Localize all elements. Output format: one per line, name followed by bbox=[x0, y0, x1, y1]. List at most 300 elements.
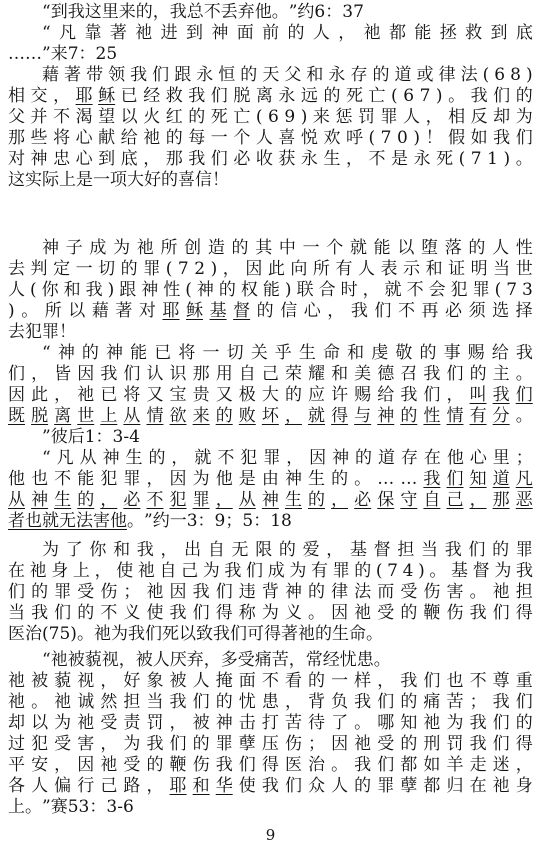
char: 心 bbox=[469, 448, 487, 468]
underlined-char: 神 bbox=[261, 490, 279, 510]
char: 为 bbox=[515, 107, 533, 127]
char: 5 bbox=[106, 44, 118, 64]
char: ， bbox=[338, 23, 356, 43]
char: 世 bbox=[515, 259, 533, 279]
char: 这 bbox=[84, 2, 102, 22]
char: 赐 bbox=[354, 385, 372, 405]
char: 也 bbox=[446, 671, 464, 691]
char: 。 bbox=[515, 406, 533, 426]
char: 患 bbox=[261, 692, 279, 712]
char: ， bbox=[327, 301, 345, 321]
underlined-char: 得 bbox=[331, 406, 349, 426]
underlined-char: ， bbox=[215, 490, 233, 510]
text-line bbox=[8, 44, 533, 65]
char: ” bbox=[288, 2, 298, 22]
char: 能 bbox=[130, 343, 148, 363]
char: 应 bbox=[308, 385, 326, 405]
char: 中 bbox=[278, 238, 296, 258]
char: ， bbox=[118, 650, 136, 670]
char: 赐 bbox=[467, 343, 485, 363]
char: 们 bbox=[515, 128, 533, 148]
char: 离 bbox=[255, 86, 273, 106]
char: 们 bbox=[423, 671, 441, 691]
char: 和 bbox=[113, 540, 131, 560]
char: 义 bbox=[123, 603, 141, 623]
char: 是 bbox=[238, 469, 256, 489]
char: 无 bbox=[231, 540, 249, 560]
char: ， bbox=[171, 448, 189, 468]
char: 能 bbox=[77, 469, 95, 489]
char: 救 bbox=[165, 86, 183, 106]
char: 6 bbox=[403, 86, 415, 106]
char: 苦 bbox=[284, 713, 302, 733]
char: 的 bbox=[231, 238, 249, 258]
char: ， bbox=[54, 385, 72, 405]
char: 击 bbox=[238, 713, 256, 733]
char: 我 bbox=[515, 561, 533, 581]
char: 也 bbox=[31, 469, 49, 489]
char: 耀 bbox=[308, 364, 326, 384]
char: 如 bbox=[423, 755, 441, 775]
char: 此 bbox=[31, 385, 49, 405]
char: ， bbox=[362, 280, 380, 300]
char: 们 bbox=[246, 561, 264, 581]
char: 藐 bbox=[54, 671, 72, 691]
char: 识 bbox=[169, 364, 187, 384]
text-line bbox=[8, 540, 533, 561]
text-line bbox=[8, 322, 533, 343]
char: 7 bbox=[67, 44, 79, 64]
char: ) bbox=[435, 86, 443, 106]
char: ， bbox=[222, 259, 240, 279]
char: 的 bbox=[400, 734, 418, 754]
char: 6 bbox=[494, 65, 506, 85]
char: 得 bbox=[215, 603, 233, 623]
text-line bbox=[8, 490, 533, 511]
text-line bbox=[8, 776, 533, 797]
char: 1 bbox=[270, 511, 282, 531]
underlined-char: 守 bbox=[400, 490, 418, 510]
char: 们 bbox=[377, 692, 395, 712]
char: 我 bbox=[400, 385, 418, 405]
char: 每 bbox=[188, 128, 206, 148]
char: ； bbox=[123, 582, 141, 602]
char: 可 bbox=[246, 624, 264, 644]
char: 又 bbox=[146, 385, 164, 405]
char: 担 bbox=[515, 582, 533, 602]
char: 被 bbox=[135, 650, 153, 670]
char: 不 bbox=[261, 671, 279, 691]
underlined-char: 凡 bbox=[515, 469, 533, 489]
char: 律 bbox=[438, 65, 456, 85]
char: 那 bbox=[192, 364, 210, 384]
char: 9 bbox=[214, 511, 226, 531]
char: 我 bbox=[31, 603, 49, 623]
char: 自 bbox=[207, 540, 225, 560]
char: 们 bbox=[144, 624, 162, 644]
char: ” bbox=[144, 511, 153, 531]
char: 后 bbox=[67, 427, 85, 447]
char: ， bbox=[160, 540, 178, 560]
char: ； bbox=[515, 448, 533, 468]
char: 到 bbox=[98, 149, 116, 169]
char: 藉 bbox=[91, 301, 109, 321]
text-line bbox=[8, 469, 533, 490]
char: 你 bbox=[89, 540, 107, 560]
char: ” bbox=[42, 797, 51, 817]
char: 性 bbox=[515, 238, 533, 258]
char: 受 bbox=[377, 734, 395, 754]
char: 子 bbox=[65, 238, 83, 258]
char: 1 bbox=[487, 149, 498, 169]
char: 受 bbox=[237, 650, 255, 670]
char: 7 bbox=[506, 280, 518, 300]
char: 当 bbox=[421, 540, 438, 560]
char: 命 bbox=[348, 624, 366, 644]
char: ！ bbox=[59, 322, 76, 342]
char: 领 bbox=[108, 65, 126, 85]
char: 3 bbox=[342, 2, 354, 22]
char: 靠 bbox=[84, 23, 102, 43]
text-line bbox=[8, 734, 533, 755]
char: 的 bbox=[400, 692, 418, 712]
char: 那 bbox=[165, 149, 183, 169]
char: 爱 bbox=[302, 540, 320, 560]
char: 罪 bbox=[332, 561, 350, 581]
char: 负 bbox=[331, 692, 349, 712]
char: ， bbox=[377, 671, 395, 691]
char: 担 bbox=[123, 692, 141, 712]
text-line bbox=[8, 797, 533, 818]
char: 被 bbox=[67, 650, 85, 670]
char: 1 bbox=[84, 427, 96, 447]
char: 关 bbox=[250, 343, 268, 363]
underlined-char: 生 bbox=[284, 490, 302, 510]
char: 或 bbox=[416, 65, 434, 85]
char: 却 bbox=[493, 107, 511, 127]
char: 的 bbox=[515, 86, 533, 106]
char: 义 bbox=[284, 603, 302, 623]
underlined-char: 生 bbox=[54, 490, 72, 510]
page-number: 9 bbox=[265, 826, 276, 844]
char: 神 bbox=[196, 280, 214, 300]
underlined-char: 上 bbox=[100, 406, 118, 426]
char: 项 bbox=[110, 170, 127, 190]
char: 7 bbox=[177, 259, 189, 279]
char: 罪 bbox=[472, 280, 490, 300]
char: ( bbox=[375, 561, 383, 581]
char: 著 bbox=[280, 624, 298, 644]
char: 好 bbox=[144, 170, 161, 190]
underlined-char: 稣 bbox=[98, 86, 116, 106]
char: 来 bbox=[50, 44, 68, 64]
char: 得 bbox=[515, 734, 533, 754]
char: 就 bbox=[349, 238, 367, 258]
char: 神 bbox=[215, 713, 233, 733]
char: 我 bbox=[400, 671, 418, 691]
char: 选 bbox=[492, 301, 510, 321]
char: 人 bbox=[192, 671, 210, 691]
char: 著 bbox=[109, 23, 127, 43]
char: 却 bbox=[8, 713, 25, 733]
char: ， bbox=[53, 86, 71, 106]
char: 违 bbox=[238, 582, 256, 602]
char: 祂 bbox=[492, 776, 510, 796]
char: 基 bbox=[349, 540, 367, 560]
char: 打 bbox=[261, 713, 279, 733]
char: 和 bbox=[331, 364, 349, 384]
char: 跟 bbox=[174, 65, 192, 85]
char: 8 bbox=[510, 65, 521, 85]
char: 弃 bbox=[186, 650, 204, 670]
char: ( bbox=[30, 280, 37, 300]
char: 人 bbox=[403, 107, 421, 127]
char: 我 bbox=[354, 692, 372, 712]
char: 好 bbox=[123, 671, 141, 691]
char: 伤 bbox=[284, 734, 302, 754]
char: ) bbox=[107, 280, 115, 300]
char: 人 bbox=[8, 280, 25, 300]
underlined-char: 神 bbox=[31, 490, 49, 510]
char: 人 bbox=[152, 650, 170, 670]
char: 因 bbox=[245, 259, 263, 279]
char: 经 bbox=[322, 650, 340, 670]
underlined-char: 世 bbox=[77, 406, 95, 426]
text-line bbox=[8, 301, 533, 322]
char: 尊 bbox=[492, 671, 510, 691]
underlined-char: 犯 bbox=[169, 490, 187, 510]
char: 祂 bbox=[8, 671, 25, 691]
char: 们 bbox=[377, 755, 395, 775]
char: 患 bbox=[356, 650, 374, 670]
text-line bbox=[8, 427, 533, 448]
char: 法 bbox=[460, 65, 478, 85]
underlined-char: 从 bbox=[123, 406, 141, 426]
char: ， bbox=[446, 385, 464, 405]
char: 敬 bbox=[395, 343, 413, 363]
char: 合 bbox=[318, 280, 336, 300]
char: 红 bbox=[165, 107, 183, 127]
char: 所 bbox=[160, 238, 178, 258]
underlined-char: ， bbox=[331, 490, 349, 510]
underlined-char: 我 bbox=[492, 385, 510, 405]
underlined-char: 坏 bbox=[261, 406, 279, 426]
char: 约 bbox=[152, 511, 170, 531]
char: 事 bbox=[443, 343, 461, 363]
char: 6 bbox=[122, 797, 134, 817]
char: ) bbox=[70, 624, 77, 644]
char: 己 bbox=[181, 561, 199, 581]
underlined-char: 督 bbox=[233, 301, 251, 321]
char: 3 bbox=[78, 797, 90, 817]
char: 7 bbox=[470, 149, 482, 169]
char: 的 bbox=[161, 170, 178, 190]
char: 祂 bbox=[54, 692, 72, 712]
char: 我 bbox=[261, 776, 279, 796]
text-line bbox=[8, 755, 533, 776]
char: 祂 bbox=[143, 128, 161, 148]
char: 凡 bbox=[56, 448, 74, 468]
char: 一 bbox=[75, 259, 93, 279]
char: 4 bbox=[402, 561, 414, 581]
text-line bbox=[8, 671, 533, 692]
char: … bbox=[8, 44, 25, 64]
char: 都 bbox=[388, 23, 406, 43]
char: 压 bbox=[261, 734, 279, 754]
underlined-char: 法 bbox=[76, 511, 93, 531]
char: 督 bbox=[472, 561, 490, 581]
char: 待 bbox=[308, 713, 326, 733]
char: 不 bbox=[397, 301, 415, 321]
char: 个 bbox=[326, 238, 344, 258]
char: 们 bbox=[123, 364, 141, 384]
underlined-char: 他 bbox=[110, 511, 127, 531]
char: 伤 bbox=[423, 582, 441, 602]
text-line bbox=[8, 511, 533, 532]
char: 。 bbox=[31, 692, 49, 712]
char: 必 bbox=[445, 301, 463, 321]
char: 的 bbox=[278, 540, 296, 560]
char: 看 bbox=[284, 671, 302, 691]
char: 。 bbox=[354, 713, 372, 733]
underlined-char: 保 bbox=[377, 490, 395, 510]
underlined-char: 我 bbox=[423, 469, 441, 489]
char: 我 bbox=[169, 692, 187, 712]
char: 祂 bbox=[29, 561, 47, 581]
underlined-char: 脱 bbox=[31, 406, 49, 426]
char: 为 bbox=[123, 734, 141, 754]
char: 个 bbox=[233, 128, 251, 148]
char: 切 bbox=[98, 259, 116, 279]
char: 诚 bbox=[77, 692, 95, 712]
char: 彼 bbox=[50, 427, 68, 447]
char: 3 bbox=[112, 427, 124, 447]
text-line bbox=[8, 23, 533, 44]
char: 际 bbox=[42, 170, 59, 190]
char: 生 bbox=[323, 149, 341, 169]
char: 藉 bbox=[42, 65, 59, 85]
char: 将 bbox=[123, 385, 141, 405]
char: 献 bbox=[98, 128, 116, 148]
char: 交 bbox=[30, 86, 48, 106]
char: ) bbox=[503, 149, 511, 169]
char: 实 bbox=[25, 170, 42, 190]
char: 使 bbox=[116, 561, 134, 581]
char: 平 bbox=[8, 755, 25, 775]
underlined-char: ， bbox=[284, 406, 302, 426]
char: 被 bbox=[192, 713, 210, 733]
char: 0 bbox=[397, 128, 408, 148]
underlined-char: 者 bbox=[8, 511, 25, 531]
char: ， bbox=[286, 448, 304, 468]
text-line bbox=[8, 364, 533, 385]
char: 父 bbox=[284, 65, 302, 85]
char: 8 bbox=[281, 511, 292, 531]
char: 许 bbox=[331, 385, 349, 405]
text-line bbox=[8, 86, 533, 107]
char: 成 bbox=[89, 238, 107, 258]
char: 背 bbox=[261, 582, 279, 602]
char: 死 bbox=[436, 149, 454, 169]
char: 忠 bbox=[53, 149, 71, 169]
char: 祂 bbox=[100, 755, 118, 775]
char: 的 bbox=[492, 540, 510, 560]
char: 为 bbox=[42, 540, 59, 560]
char: 刑 bbox=[423, 734, 441, 754]
char: 犯 bbox=[25, 322, 42, 342]
underlined-char: 来 bbox=[192, 406, 210, 426]
char: 我 bbox=[515, 343, 533, 363]
underlined-char: 和 bbox=[192, 776, 210, 796]
char: 我 bbox=[493, 128, 511, 148]
char: 罪 bbox=[380, 107, 398, 127]
char: 的 bbox=[400, 603, 418, 623]
char: 贵 bbox=[192, 385, 210, 405]
char: 5 bbox=[59, 624, 71, 644]
char: 拯 bbox=[439, 23, 457, 43]
char: 7 bbox=[353, 2, 364, 22]
char: ， bbox=[326, 540, 344, 560]
char: 父 bbox=[8, 107, 25, 127]
char: 犯 bbox=[240, 448, 258, 468]
char: 脱 bbox=[233, 86, 251, 106]
text-line bbox=[8, 448, 533, 469]
char: 行 bbox=[77, 776, 95, 796]
char: 9 bbox=[284, 107, 296, 127]
char: 渴 bbox=[75, 107, 93, 127]
char: 到 bbox=[490, 23, 508, 43]
underlined-char: 道 bbox=[492, 469, 510, 489]
char: 造 bbox=[207, 238, 225, 258]
char: 我 bbox=[469, 734, 487, 754]
char: 神 bbox=[57, 343, 75, 363]
char: 们 bbox=[210, 149, 228, 169]
char: 面 bbox=[238, 671, 256, 691]
char: 来 bbox=[312, 107, 330, 127]
char: “ bbox=[42, 343, 51, 363]
char: 神 bbox=[30, 149, 48, 169]
char: 以 bbox=[120, 107, 138, 127]
char: 联 bbox=[296, 280, 314, 300]
char: ！ bbox=[212, 170, 229, 190]
char: 带 bbox=[86, 65, 104, 85]
underlined-char: 们 bbox=[446, 469, 464, 489]
char: 当 bbox=[146, 692, 164, 712]
char: 的 bbox=[240, 65, 258, 85]
text-line bbox=[8, 650, 533, 671]
char: 所 bbox=[312, 259, 330, 279]
char: 是 bbox=[76, 170, 93, 190]
char: 过 bbox=[8, 734, 25, 754]
char: 神 bbox=[106, 343, 124, 363]
char: 众 bbox=[308, 776, 326, 796]
text-line bbox=[8, 280, 533, 301]
char: 们 bbox=[468, 540, 486, 560]
char: 犯 bbox=[450, 280, 468, 300]
char: 医 bbox=[284, 755, 302, 775]
char: 表 bbox=[380, 259, 398, 279]
char: 了 bbox=[65, 540, 83, 560]
char: 各 bbox=[8, 776, 25, 796]
char: ( bbox=[255, 107, 263, 127]
char: 的 bbox=[308, 582, 326, 602]
char: 。 bbox=[448, 86, 466, 106]
char: 忧 bbox=[339, 650, 357, 670]
char: 和 bbox=[347, 343, 365, 363]
char: 给 bbox=[120, 128, 138, 148]
char: 会 bbox=[428, 280, 446, 300]
char: 的 bbox=[135, 2, 153, 22]
